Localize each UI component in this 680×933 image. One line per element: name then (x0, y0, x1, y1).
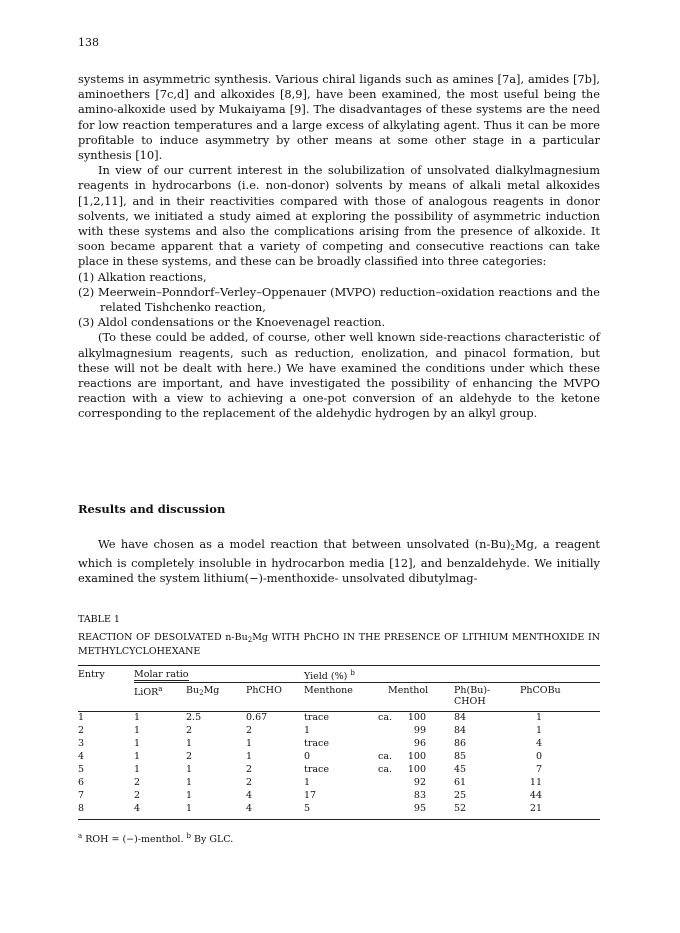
cell-menthol-ca: ca. (378, 763, 393, 775)
table-row (78, 803, 600, 820)
cell-lior: 1 (134, 724, 141, 736)
page-number: 138 (78, 36, 99, 49)
cell-phcho: 1 (246, 737, 253, 749)
footnote-a-text: ROH = (−)-menthol. (85, 834, 184, 845)
cell-menthol (378, 803, 454, 820)
cell-phcho: 0.67 (246, 711, 268, 723)
cell-phcobu (520, 790, 600, 803)
cell-phbuchoh (454, 738, 520, 751)
results-text-b: Mg, a reagent which is completely insoluble in hydrocarbon media [12], and benzaldehyde. We initially examined the system lithium(−)-menthoxide- unsolvated dibutylmag- (78, 537, 601, 586)
cell-phbuchoh-value: 84 (454, 711, 467, 723)
table-header-row-1 (78, 666, 600, 683)
cell-phbuchoh-value: 45 (454, 763, 467, 775)
cell-lior: 4 (134, 802, 141, 814)
table-caption (78, 632, 600, 658)
cell-menthone: 0 (304, 750, 311, 762)
cell-menthone: trace (304, 711, 329, 723)
header-yield (304, 666, 600, 683)
cell-lior: 1 (134, 763, 141, 775)
header-blank (78, 683, 134, 708)
cell-bu2mg: 2 (186, 724, 193, 736)
cell-phcho: 4 (246, 802, 253, 814)
cell-menthol (378, 711, 454, 725)
cell-lior: 1 (134, 750, 141, 762)
cell-menthol-ca: ca. (378, 750, 393, 762)
header-phcho: PhCHO (246, 683, 304, 708)
cell-menthol-value: 100 (407, 750, 426, 762)
cell-phcobu (520, 803, 600, 820)
table-row (78, 790, 600, 803)
results-text-a: We have chosen as a model reaction that between unsolvated (n-Bu) (98, 537, 511, 551)
introduction-text (78, 72, 600, 422)
cell-menthone: 17 (304, 789, 317, 801)
footnote-a-mark: a (78, 832, 83, 840)
cell-bu2mg: 1 (186, 737, 193, 749)
cell-menthol-value: 99 (413, 724, 426, 736)
paragraph-2: In view of our current interest in the solubilization of unsolvated dialkylmagnesium reagents in hydrocarbons (i.e. non-donor) solvents by means of alkali metal alkoxides [1,2,11], and in their reactivities compared with those of analogous reagents in donor solvents, we initiated a study aimed at exploring the possibility of asymmetric induction with these systems and also the complications arising from the presence of alkoxide. It soon became apparent that a variety of competing and consecutive reactions can take place in these systems, and these can be broadly classified into three categories: (78, 163, 600, 269)
cell-bu2mg: 2 (186, 750, 193, 762)
cell-menthol (378, 764, 454, 777)
cell-bu2mg: 1 (186, 763, 193, 775)
bu2mg-b: Mg (203, 685, 220, 696)
list-item-1: (1) Alkation reactions, (78, 269, 207, 284)
table-row (78, 711, 600, 725)
header-entry: Entry (78, 669, 105, 680)
cell-menthone: 1 (304, 724, 311, 736)
cell-entry: 3 (78, 737, 85, 749)
cell-phcobu-value: 0 (535, 750, 542, 762)
table-header-row-2 (78, 683, 600, 708)
cell-menthol-value: 96 (413, 737, 426, 749)
cell-lior: 1 (134, 711, 141, 723)
paragraph-1: systems in asymmetric synthesis. Various chiral ligands such as amines [7a], amides [7b], aminoethers [7c,d] and alkoxides [8,9], have been examined, the most useful being the amino-alkoxide used by Mukaiyama [9]. The disadvantages of these systems are the need for low reaction temperatures and a large excess of alkylating agent. Thus it can be more profitable to induce asymmetry by other means at some other stage in a particular synthesis [10]. (78, 72, 600, 163)
lior-label: LiOR (134, 687, 159, 698)
cell-phcobu-value: 4 (535, 737, 542, 749)
cell-entry: 2 (78, 724, 85, 736)
cell-phbuchoh (454, 725, 520, 738)
cell-menthol (378, 738, 454, 751)
header-phbuchoh (454, 683, 520, 708)
cell-phcho: 2 (246, 763, 253, 775)
cell-lior: 2 (134, 789, 141, 801)
footnote-b-text: By GLC. (194, 834, 234, 845)
cell-menthol (378, 790, 454, 803)
cell-phbuchoh (454, 751, 520, 764)
cell-phcobu (520, 764, 600, 777)
section-heading: Results and discussion (78, 502, 226, 516)
cell-entry: 8 (78, 802, 85, 814)
cell-menthol-value: 100 (407, 711, 426, 723)
table-label: TABLE 1 (78, 614, 120, 625)
cell-phcobu-value: 21 (529, 802, 542, 814)
cell-menthone: 5 (304, 802, 311, 814)
cell-menthol (378, 751, 454, 764)
cell-phcho: 4 (246, 789, 253, 801)
cell-entry: 6 (78, 776, 85, 788)
cell-lior: 1 (134, 737, 141, 749)
table-row (78, 738, 600, 751)
cell-phbuchoh-value: 84 (454, 724, 467, 736)
cell-phcho: 1 (246, 750, 253, 762)
cell-menthol (378, 777, 454, 790)
cell-menthol-ca: ca. (378, 711, 393, 723)
cell-bu2mg: 1 (186, 802, 193, 814)
yield-label: Yield (%) (304, 671, 348, 682)
data-table-container (78, 665, 600, 820)
table-row (78, 764, 600, 777)
list-item-2: (2) Meerwein–Ponndorf–Verley–Oppenauer (MVPO) reduction–oxidation reactions and the related Tishchenko reaction, (78, 284, 600, 315)
table-footnote (78, 832, 233, 845)
cell-lior: 2 (134, 776, 141, 788)
cell-phcobu-value: 7 (535, 763, 542, 775)
table-row (78, 751, 600, 764)
cell-menthol-value: 92 (413, 776, 426, 788)
cell-phcobu-value: 44 (529, 789, 542, 801)
cell-menthone: 1 (304, 776, 311, 788)
bu2mg-sub: 2 (199, 689, 204, 697)
bu2mg-a: Bu (186, 685, 200, 696)
caption-part-b: Mg WITH PhCHO IN THE PRESENCE OF LITHIUM MENTHOXIDE IN METHYLCYCLOHEXANE (78, 632, 601, 657)
cell-bu2mg: 1 (186, 789, 193, 801)
cell-phbuchoh (454, 764, 520, 777)
cell-phbuchoh (454, 803, 520, 820)
cell-phcobu-value: 1 (535, 724, 542, 736)
cell-menthol-value: 100 (407, 763, 426, 775)
table-body (78, 711, 600, 819)
cell-phcho: 2 (246, 776, 253, 788)
cell-phbuchoh (454, 777, 520, 790)
cell-phcobu (520, 725, 600, 738)
list-item-3: (3) Aldol condensations or the Knoevenagel reaction. (78, 315, 386, 330)
molar-ratio-label: Molar ratio (134, 669, 189, 680)
cell-phcho: 2 (246, 724, 253, 736)
paragraph-3: (To these could be added, of course, other well known side-reactions characteristic of alkylmagnesium reagents, such as reduction, enolization, and pinacol formation, but these will not be dealt with here.) We have examined the conditions under which these reactions are important, and have investigated the possibility of enhancing the MVPO reaction with a view to achieving a one-pot conversion of an aldehyde to the ketone corresponding to the replacement of the aldehydic hydrogen by an alkyl group. (78, 330, 600, 421)
caption-part-a: REACTION OF DESOLVATED n-Bu (78, 632, 248, 643)
header-menthone: Menthone (304, 683, 378, 708)
phbuchoh-a: Ph(Bu)- (454, 685, 491, 696)
yield-footnote-mark: b (350, 669, 355, 677)
results-subscript: 2 (510, 544, 515, 552)
cell-phcobu-value: 1 (535, 711, 542, 723)
cell-menthol-value: 95 (413, 802, 426, 814)
cell-menthol (378, 725, 454, 738)
cell-phbuchoh-value: 86 (454, 737, 467, 749)
header-molar-ratio (134, 666, 304, 683)
header-menthol: Menthol (378, 683, 454, 708)
cell-entry: 7 (78, 789, 85, 801)
cell-phbuchoh-value: 25 (454, 789, 467, 801)
cell-bu2mg: 2.5 (186, 711, 202, 723)
cell-phcobu (520, 711, 600, 725)
cell-phbuchoh (454, 711, 520, 725)
cell-phbuchoh-value: 61 (454, 776, 467, 788)
cell-entry: 1 (78, 711, 85, 723)
results-text (78, 537, 600, 587)
footnote-b-mark: b (186, 832, 192, 840)
results-paragraph-1 (78, 537, 600, 587)
cell-phbuchoh (454, 790, 520, 803)
cell-phcobu (520, 738, 600, 751)
cell-entry: 4 (78, 750, 85, 762)
header-lior (134, 683, 186, 708)
cell-menthone: trace (304, 763, 329, 775)
lior-footnote-mark: a (158, 685, 163, 693)
cell-menthol-value: 83 (413, 789, 426, 801)
cell-entry: 5 (78, 763, 85, 775)
cell-phcobu-value: 11 (529, 776, 542, 788)
header-bu2mg (186, 683, 246, 708)
table-row (78, 725, 600, 738)
header-phcobu: PhCOBu (520, 683, 600, 708)
cell-menthone: trace (304, 737, 329, 749)
cell-phbuchoh-value: 52 (454, 802, 467, 814)
cell-phcobu (520, 777, 600, 790)
cell-phcobu (520, 751, 600, 764)
caption-subscript: 2 (247, 636, 253, 644)
phbuchoh-b: CHOH (454, 696, 486, 707)
cell-phbuchoh-value: 85 (454, 750, 467, 762)
cell-bu2mg: 1 (186, 776, 193, 788)
data-table (78, 665, 600, 820)
table-row (78, 777, 600, 790)
